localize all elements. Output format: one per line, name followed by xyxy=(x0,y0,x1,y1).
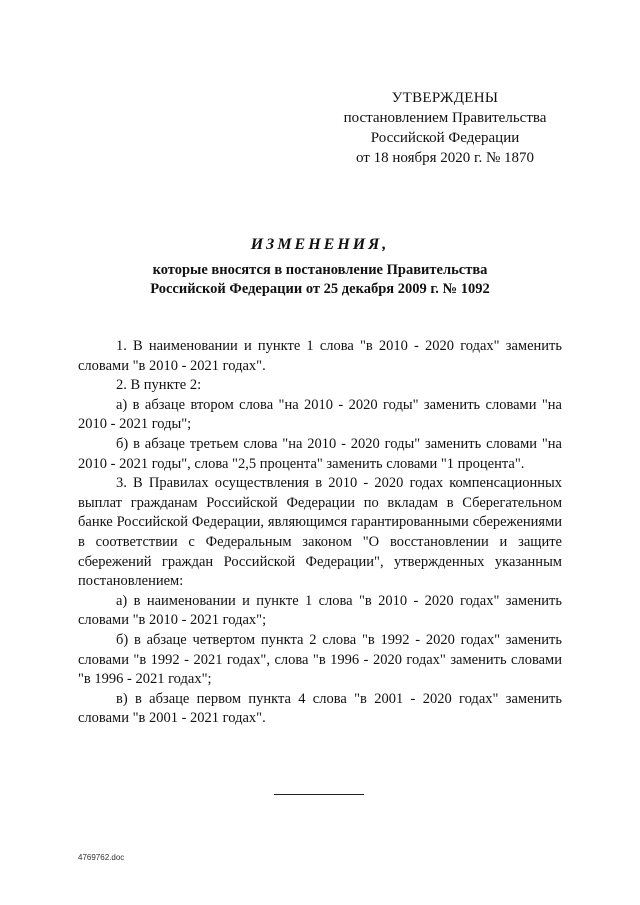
document-subtitle xyxy=(0,261,640,299)
approval-line-2: Российской Федерации xyxy=(370,130,520,146)
approval-heading: УТВЕРЖДЕНЫ xyxy=(391,90,499,106)
approval-line-1: постановлением Правительства xyxy=(343,110,547,126)
paragraph-1: 1. В наименовании и пункте 1 слова "в 2010 - 2020 годах" заменить словами "в 2010 - 2021 годах". xyxy=(78,338,562,374)
paragraph-3: 3. В Правилах осуществления в 2010 - 2020 годах компенсационных выплат гражданам Российской Федерации по вкладам в Сберегательном банке Российской Федерации, являющимся гарантированными сбережениями в соответствии с Федеральным законом "О восстановлении и защите сбережений граждан Российской Федерации", утвержденных указанным постановлением: xyxy=(78,475,562,590)
approval-line-3: от 18 ноября 2020 г. № 1870 xyxy=(355,150,535,166)
subtitle-line-1: которые вносятся в постановление Правительства xyxy=(152,262,488,278)
paragraph-3a: а) в наименовании и пункте 1 слова "в 2010 - 2020 годах" заменить словами "в 2010 - 2021 годах"; xyxy=(78,592,562,629)
end-divider xyxy=(274,794,364,795)
subtitle-line-2: Российской Федерации от 25 декабря 2009 г. № 1092 xyxy=(150,281,490,297)
document-body xyxy=(78,337,562,729)
paragraph-2a: а) в абзаце втором слова "на 2010 - 2020 годы" заменить словами "на 2010 - 2021 годы"; xyxy=(78,396,562,433)
document-title: ИЗМЕНЕНИЯ, xyxy=(250,236,390,253)
paragraph-2b: б) в абзаце третьем слова "на 2010 - 2020 годы" заменить словами "на 2010 - 2021 годы", слова "2,5 процента" заменить словами "1 процента". xyxy=(78,435,562,472)
paragraph-3b: б) в абзаце четвертом пункта 2 слова "в 1992 - 2020 годах" заменить словами "в 1992 - 2021 годах", слова "в 1996 - 2020 годах" заменить словами "в 1996 - 2021 годах"; xyxy=(78,631,562,688)
paragraph-3c: в) в абзаце первом пункта 4 слова "в 2001 - 2020 годах" заменить словами "в 2001 - 2021 годах". xyxy=(78,690,562,727)
file-reference: 4769762.doc xyxy=(78,853,125,862)
paragraph-2: 2. В пункте 2: xyxy=(116,377,202,394)
approval-block xyxy=(330,88,560,168)
